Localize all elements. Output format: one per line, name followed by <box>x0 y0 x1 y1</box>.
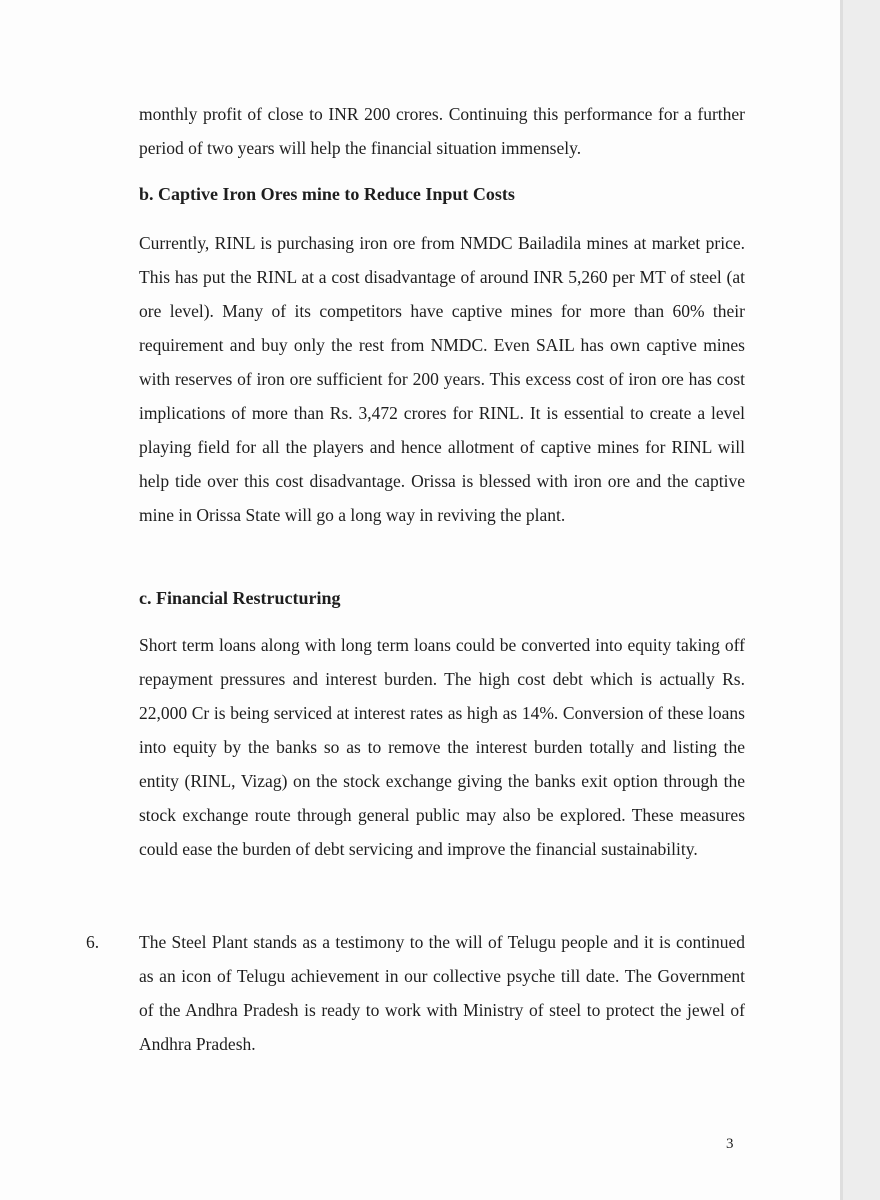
document-body <box>139 97 745 866</box>
intro-paragraph: monthly profit of close to INR 200 crores. Continuing this performance for a further period of two years will help the financial situation immensely. <box>139 104 745 158</box>
item-6-number: 6. <box>86 932 100 952</box>
page-number: 3 <box>726 1136 734 1152</box>
section-c-paragraph: Short term loans along with long term loans could be converted into equity taking off repayment pressures and interest burden. The high cost debt which is actually Rs. 22,000 Cr is being serviced at interest rates as high as 14%. Conversion of these loans into equity by the banks so as to remove the interest burden totally and listing the entity (RINL, Vizag) on the stock exchange giving the banks exit option through the stock exchange route through general public may also be explored. These measures could ease the burden of debt servicing and improve the financial sustainability. <box>139 635 745 859</box>
section-b-heading: b. Captive Iron Ores mine to Reduce Input Costs <box>139 184 515 204</box>
section-b-paragraph: Currently, RINL is purchasing iron ore from NMDC Bailadila mines at market price. This has put the RINL at a cost disadvantage of around INR 5,260 per MT of steel (at ore level). Many of its competitors have captive mines for more than 60% their requirement and buy only the rest from NMDC. Even SAIL has own captive mines with reserves of iron ore sufficient for 200 years. This excess cost of iron ore has cost implications of more than Rs. 3,472 crores for RINL. It is essential to create a level playing field for all the players and hence allotment of captive mines for RINL will help tide over this cost disadvantage. Orissa is blessed with iron ore and the captive mine in Orissa State will go a long way in reviving the plant. <box>139 233 745 525</box>
item-6-paragraph: The Steel Plant stands as a testimony to the will of Telugu people and it is continued as an icon of Telugu achievement in our collective psyche till date. The Government of the Andhra Pradesh is ready to work with Ministry of steel to protect the jewel of Andhra Pradesh. <box>139 932 745 1054</box>
numbered-item-6 <box>86 925 745 1061</box>
page-edge-shadow <box>840 0 880 1200</box>
section-c-heading: c. Financial Restructuring <box>139 588 341 608</box>
